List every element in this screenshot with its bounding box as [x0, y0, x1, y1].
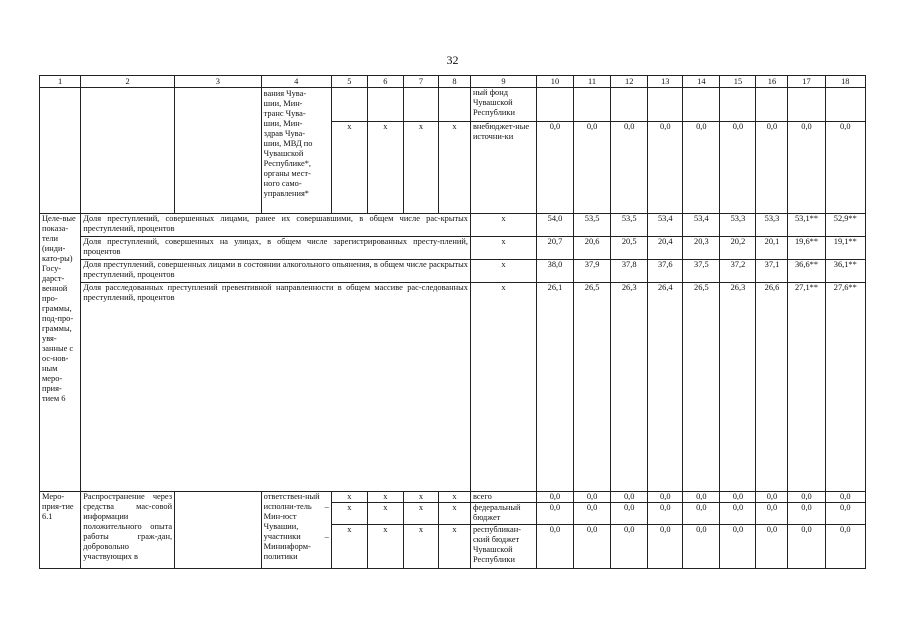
- indicator-text: Доля расследованных преступлений превентивной направленности в общем массиве рас-следованных преступлений, процентов: [81, 283, 471, 492]
- value-cell: 0,0: [611, 525, 648, 569]
- header-cell: 12: [611, 76, 648, 88]
- value-cell: 52,9**: [825, 214, 865, 237]
- indicator-row: [40, 237, 866, 260]
- x-mark: х: [367, 525, 403, 569]
- header-cell: 6: [367, 76, 403, 88]
- value-cell: 0,0: [611, 503, 648, 525]
- empty-cell: [40, 88, 81, 214]
- value-cell: 36,6**: [788, 260, 825, 283]
- value-cell: 20,5: [611, 237, 648, 260]
- x-mark: х: [438, 122, 470, 214]
- value-cell: 0,0: [756, 503, 788, 525]
- value-cell: 0,0: [648, 122, 683, 214]
- header-row: [40, 76, 866, 88]
- executors-line: шии, Мин-: [263, 99, 303, 108]
- value-cell: 26,1: [536, 283, 573, 492]
- indicator-row: [40, 260, 866, 283]
- value-cell: 37,9: [574, 260, 611, 283]
- value-cell: 0,0: [536, 503, 573, 525]
- empty-cell: [756, 88, 788, 122]
- value-cell: 37,1: [756, 260, 788, 283]
- empty-cell: [81, 88, 175, 214]
- page-number: 32: [446, 53, 459, 67]
- x-mark: х: [367, 492, 403, 503]
- value-cell: 0,0: [825, 503, 865, 525]
- value-cell: 0,0: [683, 503, 720, 525]
- x-mark: х: [470, 260, 536, 283]
- value-cell: 20,2: [720, 237, 756, 260]
- value-cell: 20,6: [574, 237, 611, 260]
- value-cell: 38,0: [536, 260, 573, 283]
- value-cell: 0,0: [683, 122, 720, 214]
- header-cell: 11: [574, 76, 611, 88]
- header-cell: 18: [825, 76, 865, 88]
- executors-line: вания Чува-: [263, 89, 307, 98]
- x-mark: х: [470, 283, 536, 492]
- value-cell: 20,3: [683, 237, 720, 260]
- header-cell: 16: [756, 76, 788, 88]
- value-cell: 0,0: [648, 525, 683, 569]
- value-cell: 0,0: [611, 492, 648, 503]
- header-cell: 1: [40, 76, 81, 88]
- value-cell: 0,0: [683, 525, 720, 569]
- x-mark: х: [367, 503, 403, 525]
- empty-cell: [175, 88, 262, 214]
- empty-cell: [683, 88, 720, 122]
- header-cell: 15: [720, 76, 756, 88]
- header-cell: 9: [470, 76, 536, 88]
- value-cell: 0,0: [683, 492, 720, 503]
- x-mark: х: [403, 492, 438, 503]
- value-cell: 53,5: [611, 214, 648, 237]
- value-cell: 0,0: [756, 122, 788, 214]
- empty-cell: [648, 88, 683, 122]
- value-cell: 20,4: [648, 237, 683, 260]
- header-cell: 3: [175, 76, 262, 88]
- empty-cell: [175, 492, 262, 569]
- header-cell: 8: [438, 76, 470, 88]
- header-cell: 14: [683, 76, 720, 88]
- x-mark: х: [331, 525, 367, 569]
- empty-cell: [331, 88, 367, 122]
- value-cell: 0,0: [574, 503, 611, 525]
- executors-line: Республике*,: [263, 159, 311, 168]
- x-mark: х: [331, 503, 367, 525]
- empty-cell: [720, 88, 756, 122]
- value-cell: 0,0: [788, 492, 825, 503]
- x-mark: х: [470, 237, 536, 260]
- empty-cell: [403, 88, 438, 122]
- value-cell: 0,0: [788, 525, 825, 569]
- x-mark: х: [331, 122, 367, 214]
- header-cell: 4: [261, 76, 331, 88]
- executors-cell: [261, 88, 331, 214]
- value-cell: 53,5: [574, 214, 611, 237]
- value-cell: 26,5: [574, 283, 611, 492]
- value-cell: 0,0: [536, 525, 573, 569]
- executors-line: управления*: [263, 189, 309, 198]
- executors-line: здрав Чува-: [263, 129, 306, 138]
- indicator-text: Доля преступлений, совершенных лицами в состоянии алкогольного опьянения, в общем числе раскрытых преступлений, процентов: [81, 260, 471, 283]
- value-cell: 26,3: [611, 283, 648, 492]
- value-cell: 53,3: [756, 214, 788, 237]
- indicator-row: [40, 283, 866, 492]
- value-cell: 0,0: [788, 122, 825, 214]
- measure-label: Меро-прия-тие 6.1: [40, 492, 81, 569]
- value-cell: 0,0: [756, 492, 788, 503]
- value-cell: 19,1**: [825, 237, 865, 260]
- value-cell: 37,8: [611, 260, 648, 283]
- value-cell: 0,0: [536, 492, 573, 503]
- indicator-text: Доля преступлений, совершенных лицами, ранее их совершавшими, в общем числе рас-крытых преступлений, процентов: [81, 214, 471, 237]
- executors-line: транс Чува-: [263, 109, 306, 118]
- empty-cell: [788, 88, 825, 122]
- measure-executor: ответствен-ный исполни-тель – Мин-юст Чувашии, участники – Мининформ-политики: [261, 492, 331, 569]
- value-cell: 53,1**: [788, 214, 825, 237]
- value-cell: 26,4: [648, 283, 683, 492]
- value-cell: 26,6: [756, 283, 788, 492]
- executors-line: шии, МВД по: [263, 139, 313, 148]
- x-mark: х: [438, 492, 470, 503]
- value-cell: 53,3: [720, 214, 756, 237]
- header-cell: 5: [331, 76, 367, 88]
- header-cell: 10: [536, 76, 573, 88]
- x-mark: х: [367, 122, 403, 214]
- x-mark: х: [403, 122, 438, 214]
- funding-source: федеральный бюджет: [470, 503, 536, 525]
- value-cell: 27,6**: [825, 283, 865, 492]
- value-cell: 0,0: [720, 122, 756, 214]
- value-cell: 0,0: [574, 122, 611, 214]
- value-cell: 36,1**: [825, 260, 865, 283]
- executors-line: шии, Мин-: [263, 119, 303, 128]
- value-cell: 54,0: [536, 214, 573, 237]
- header-cell: 17: [788, 76, 825, 88]
- empty-cell: [367, 88, 403, 122]
- value-cell: 0,0: [825, 122, 865, 214]
- value-cell: 0,0: [611, 122, 648, 214]
- value-cell: 0,0: [720, 525, 756, 569]
- value-cell: 20,7: [536, 237, 573, 260]
- value-cell: 20,1: [756, 237, 788, 260]
- value-cell: 37,2: [720, 260, 756, 283]
- measure-description: Распространение через средства мас-совой информации положительного опыта работы граж-дан, добровольно участвующих в: [81, 492, 175, 569]
- empty-cell: [438, 88, 470, 122]
- table-row: [40, 88, 866, 122]
- funding-source: всего: [470, 492, 536, 503]
- header-cell: 7: [403, 76, 438, 88]
- value-cell: 0,0: [720, 492, 756, 503]
- value-cell: 0,0: [825, 492, 865, 503]
- value-cell: 53,4: [683, 214, 720, 237]
- value-cell: 19,6**: [788, 237, 825, 260]
- value-cell: 0,0: [648, 503, 683, 525]
- x-mark: х: [403, 525, 438, 569]
- header-cell: 2: [81, 76, 175, 88]
- indicator-row: [40, 214, 866, 237]
- empty-cell: [611, 88, 648, 122]
- empty-cell: [825, 88, 865, 122]
- funding-source: внебюджет-ные источни-ки: [470, 122, 536, 214]
- value-cell: 37,5: [683, 260, 720, 283]
- value-cell: 0,0: [648, 492, 683, 503]
- value-cell: 0,0: [720, 503, 756, 525]
- value-cell: 37,6: [648, 260, 683, 283]
- x-mark: х: [331, 492, 367, 503]
- value-cell: 0,0: [756, 525, 788, 569]
- funding-source: ный фонд Чувашской Республики: [470, 88, 536, 122]
- x-mark: х: [403, 503, 438, 525]
- empty-cell: [536, 88, 573, 122]
- measure-row: [40, 492, 866, 503]
- value-cell: 0,0: [825, 525, 865, 569]
- executors-line: ного само-: [263, 179, 302, 188]
- executors-line: органы мест-: [263, 169, 311, 178]
- x-mark: х: [470, 214, 536, 237]
- value-cell: 26,5: [683, 283, 720, 492]
- value-cell: 26,3: [720, 283, 756, 492]
- value-cell: 53,4: [648, 214, 683, 237]
- value-cell: 0,0: [574, 492, 611, 503]
- executors-line: Чувашской: [263, 149, 304, 158]
- indicator-text: Доля преступлений, совершенных на улицах, в общем числе зарегистрированных престу-плений, процентов: [81, 237, 471, 260]
- funding-source: республикан-ский бюджет Чувашской Республики: [470, 525, 536, 569]
- empty-cell: [574, 88, 611, 122]
- x-mark: х: [438, 525, 470, 569]
- value-cell: 0,0: [788, 503, 825, 525]
- value-cell: 0,0: [574, 525, 611, 569]
- value-cell: 27,1**: [788, 283, 825, 492]
- header-cell: 13: [648, 76, 683, 88]
- indicators-label: Целе-вые показа-тели (инди-като-ры) Госу-дарст-венной про-граммы, под-про-граммы, увя-занные с ос-нов-ным меро-прия-тием 6: [40, 214, 81, 492]
- program-table: [39, 75, 866, 569]
- value-cell: 0,0: [536, 122, 573, 214]
- x-mark: х: [438, 503, 470, 525]
